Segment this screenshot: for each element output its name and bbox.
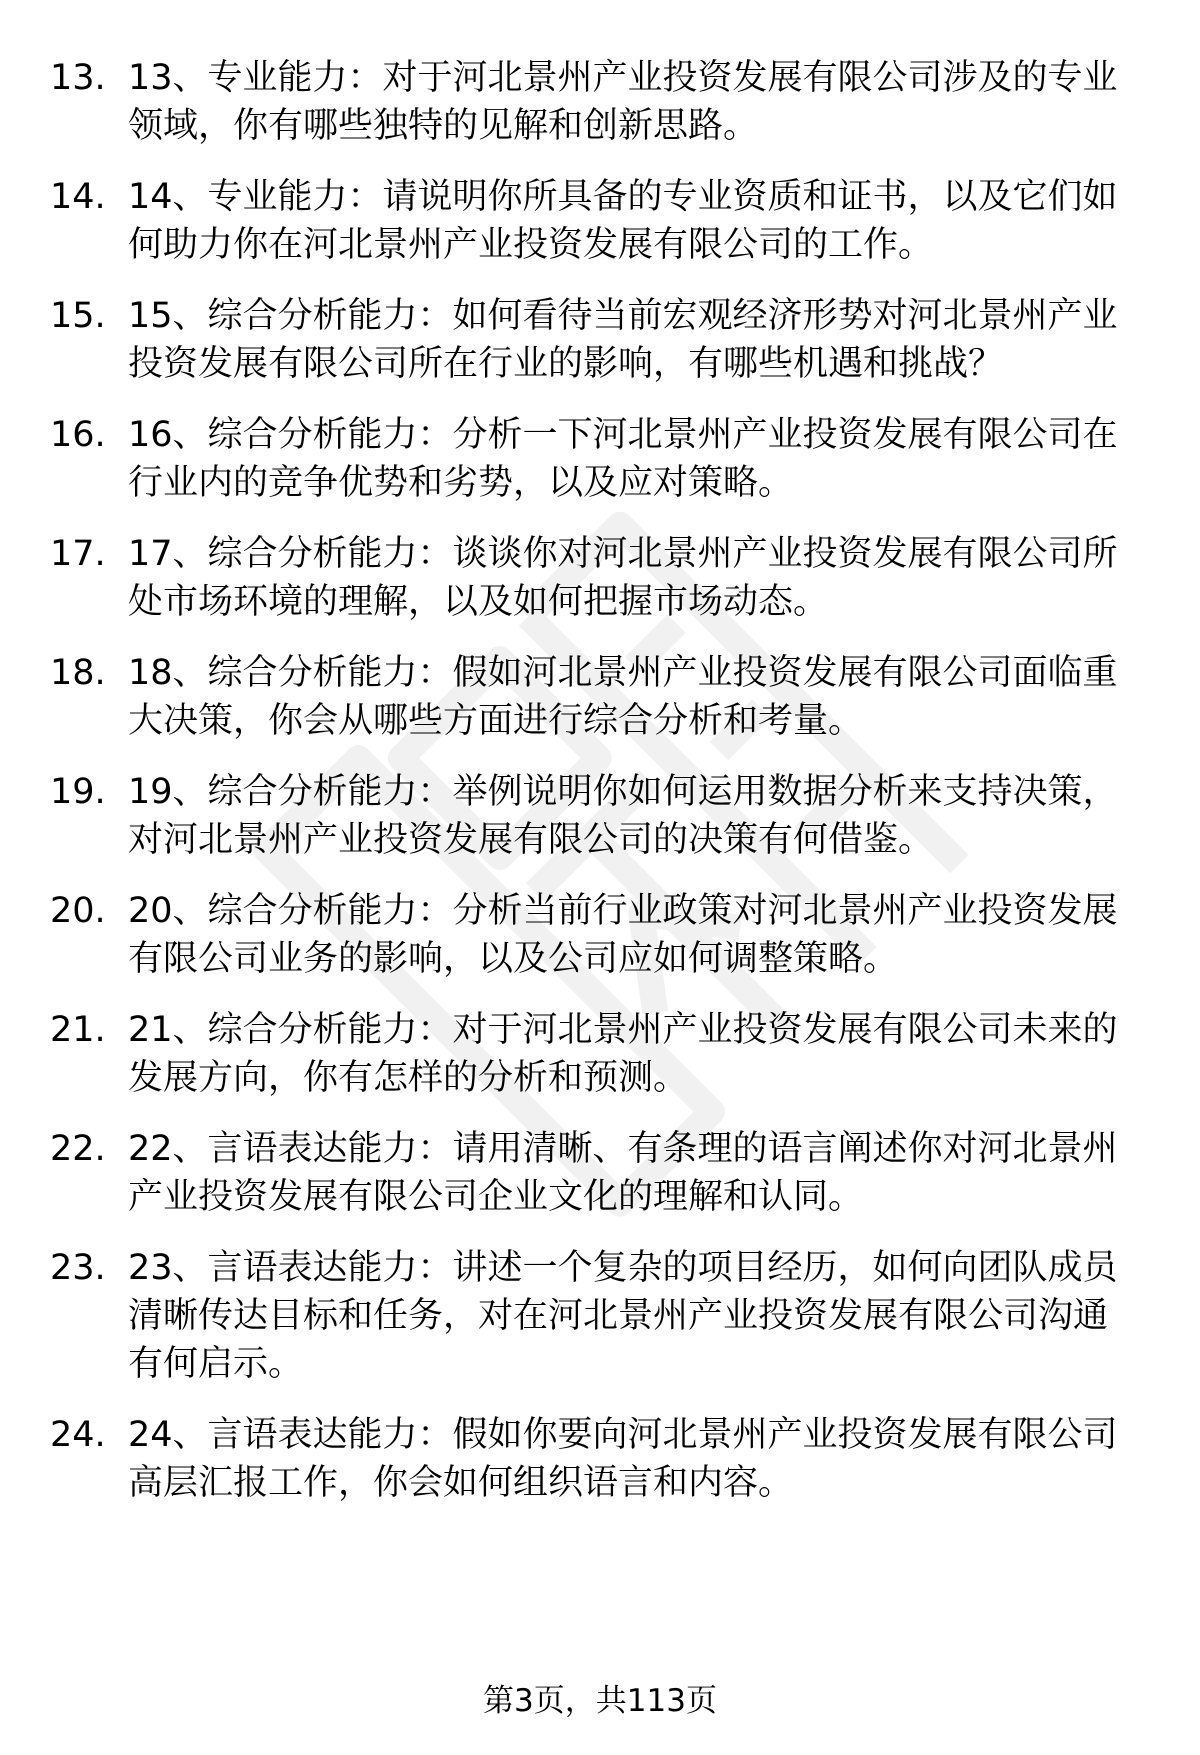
item-text: 22、言语表达能力：请用清晰、有条理的语言阐述你对河北景州产业投资发展有限公司企业文化的理解和认同。 [128,1129,1118,1217]
list-item [50,1006,1150,1102]
list-item [50,887,1150,983]
list-item [50,530,1150,626]
item-number: 22. [50,1129,106,1169]
item-text: 23、言语表达能力：讲述一个复杂的项目经历，如何向团队成员清晰传达目标和任务，对在河北景州产业投资发展有限公司沟通有何启示。 [128,1248,1118,1384]
item-text: 13、专业能力：对于河北景州产业投资发展有限公司涉及的专业领域，你有哪些独特的见解和创新思路。 [128,58,1118,146]
list-item [50,649,1150,745]
item-number: 21. [50,1010,106,1050]
item-text: 16、综合分析能力：分析一下河北景州产业投资发展有限公司在行业内的竞争优势和劣势，以及应对策略。 [128,415,1118,503]
item-number: 19. [50,772,106,812]
item-text: 17、综合分析能力：谈谈你对河北景州产业投资发展有限公司所处市场环境的理解，以及如何把握市场动态。 [128,534,1118,622]
page-number-footer: 第3页，共113页 [483,1683,717,1719]
list-item [50,54,1150,150]
item-number: 20. [50,891,106,931]
item-number: 13. [50,58,106,98]
item-number: 24. [50,1415,106,1455]
item-text: 19、综合分析能力：举例说明你如何运用数据分析来支持决策，对河北景州产业投资发展有限公司的决策有何借鉴。 [128,772,1118,860]
item-number: 16. [50,415,106,455]
item-text: 24、言语表达能力：假如你要向河北景州产业投资发展有限公司高层汇报工作，你会如何组织语言和内容。 [128,1415,1118,1503]
list-item [50,173,1150,269]
list-item [50,411,1150,507]
list-item [50,1125,1150,1221]
item-number: 18. [50,653,106,693]
item-text: 18、综合分析能力：假如河北景州产业投资发展有限公司面临重大决策，你会从哪些方面进行综合分析和考量。 [128,653,1118,741]
list-item [50,292,1150,388]
item-number: 14. [50,177,106,217]
item-number: 23. [50,1248,106,1288]
item-text: 14、专业能力：请说明你所具备的专业资质和证书，以及它们如何助力你在河北景州产业投资发展有限公司的工作。 [128,177,1118,265]
list-item [50,768,1150,864]
item-text: 15、综合分析能力：如何看待当前宏观经济形势对河北景州产业投资发展有限公司所在行业的影响，有哪些机遇和挑战？ [128,296,1118,384]
list-item [50,1244,1150,1388]
item-number: 17. [50,534,106,574]
item-number: 15. [50,296,106,336]
list-item [50,1411,1150,1507]
item-text: 21、综合分析能力：对于河北景州产业投资发展有限公司未来的发展方向，你有怎样的分析和预测。 [128,1010,1118,1098]
item-text: 20、综合分析能力：分析当前行业政策对河北景州产业投资发展有限公司业务的影响，以及公司应如何调整策略。 [128,891,1118,979]
